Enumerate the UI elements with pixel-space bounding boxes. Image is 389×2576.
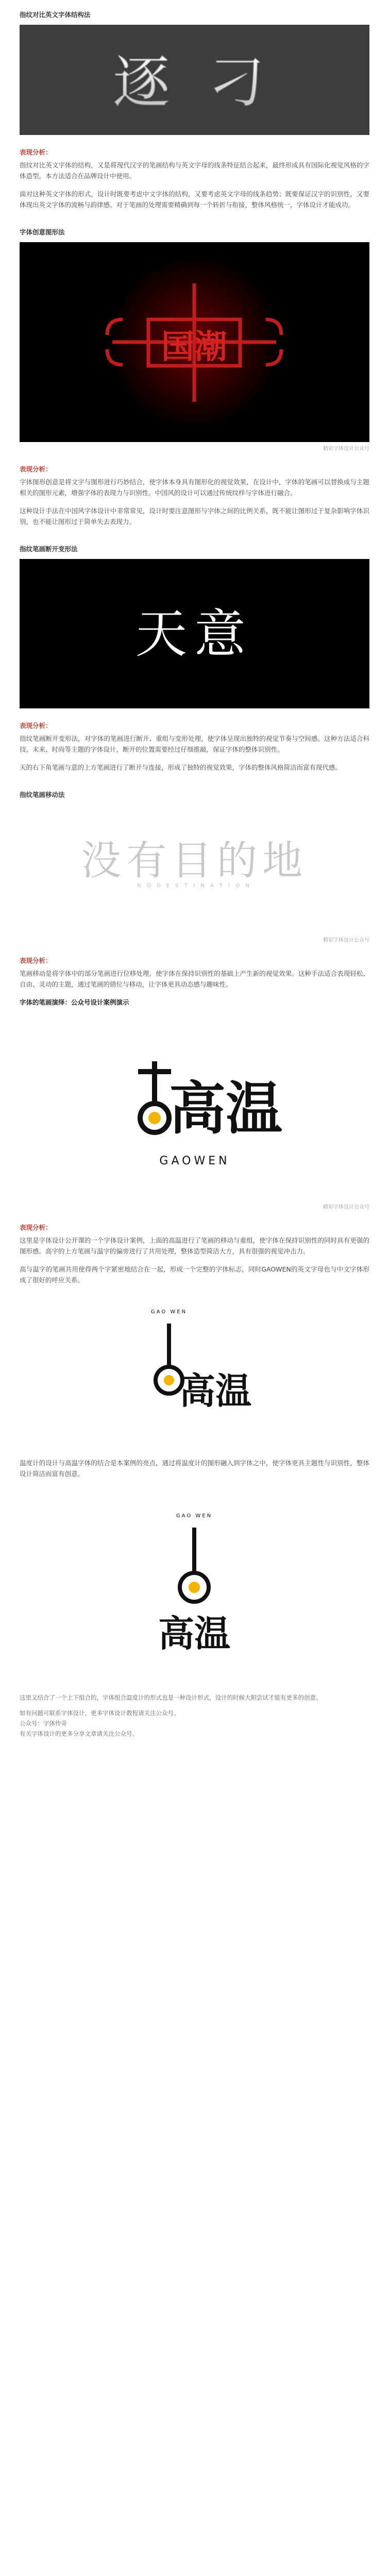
image-caption: 精彩字体设计公众号 [323,938,369,943]
image-caption: 精彩字体设计公众号 [323,1205,369,1210]
footer-line: 如有问题可联系字体设计，更多字体设计教程请关注公众号。 [20,1709,180,1717]
section-title: 指纹笔画断开变形法 [20,545,78,553]
footer-line: 这里又结合了一个上下组合的，字体组合温度计的形式也是一种设计形式，设计的时候大胆尝试才能有更多的创意。 [20,1694,322,1701]
analysis-label: 表现分析： [20,148,52,156]
thermo-bulb-icon [148,1112,161,1124]
paragraph: 天的右下角笔画与意的上方笔画进行了断开与连接，形成了独特的视觉效果，字体的整体风格简洁而富有现代感。 [20,764,342,771]
footer-line: 公众号：字体传奇 [20,1720,67,1727]
section-title: 字体创意图形法 [20,228,65,236]
hero-image-black [20,559,369,708]
logo-chars: 高温 [179,1370,251,1412]
hero-grey-text: 没有目的地 [80,838,308,884]
logo-chars: 高温 [169,1076,282,1142]
paragraph: 这里是字体设计公开课的一个字体设计案例，上面的高温进行了笔画的移动与重组，使字体在保持识别性的同时具有更强的图形感。高字的上方笔画与温字的偏旁进行了共用处理，整体造型简洁大方，具有很强的视觉冲击力。 [20,1236,369,1255]
paragraph: 字体图形创意是将文字与图形进行巧妙结合，使字体本身具有图形化的视觉效果，在设计中，字体的笔画可以替换成与主题相关的图形元素，增强字体的表现力与识别性。中国风的设计可以通过传统纹样与字体进行融合。 [20,478,369,497]
paragraph: 笔画移动是将字体中的部分笔画进行位移处理，使字体在保持识别性的基础上产生新的视觉效果。这种手法适合表现轻松、自由、灵动的主题，通过笔画的错位与移动，让字体更具动态感与趣味性。 [20,970,369,988]
hero-red-text: 国潮 [161,328,227,366]
section-title: 指纹笔画移动法 [20,791,65,799]
section-title: 指纹对比英文字体结构法 [20,11,91,19]
paragraph: 面对这种英文字体的形式，设计时既要考虑中文字体的结构，又要考虑英文字母的线条趋势；既要保证汉字的识别性，又要体现出英文字体的流畅与韵律感。对于笔画的处理需要精确到每一个转折与衔接，整体风格统一，字体设计才能成功。 [20,190,369,209]
thermo-bulb-icon [164,1375,174,1385]
footer-line: 有关字体设计的更多分享文章请关注公众号。 [20,1730,138,1737]
logo-english-small: GAO WEN [150,1309,188,1315]
footer [20,1692,369,1739]
bold-line [20,997,369,1008]
paragraph: 温度计的设计与高温字体的结合是本案例的亮点，通过将温度计的图形融入到字体之中，使字体更具主题性与识别性，整体设计简洁而富有创意。 [20,1459,369,1478]
hero-image-grey [20,25,369,135]
logo-english: GAOWEN [159,1155,230,1167]
paragraph: 指纹笔画断开变形法，对字体的笔画进行断开、重组与变形处理，使字体呈现出独特的视觉节奏与空间感。这种方法适合科技、未来、时尚等主题的字体设计，断开的位置需要经过仔细推敲，保证字体的整体识别性。 [20,735,369,753]
paragraph: 这种设计手法在中国风字体设计中非常常见，设计时要注意图形与字体之间的比例关系，既不能让图形过于复杂影响字体识别，也不能让图形过于简单失去表现力。 [20,507,369,526]
bold-text: 字体的笔画演绎：公众号设计案例演示 [20,998,129,1006]
analysis-label: 表现分析： [20,957,52,964]
logo-image-second [20,1293,369,1447]
analysis-label: 表现分析： [20,465,52,473]
hero-image-red [20,242,369,442]
hero-calligraphy-text: 逐 刁 [113,49,276,115]
logo-english-small: GAO WEN [176,1513,213,1519]
image-caption: 精彩字体设计公众号 [323,446,369,452]
hero-english-subtitle: N O D E S T I N A T I O N [137,883,251,889]
paragraph: 指纹对比英文字体的结构，又是将现代汉字的笔画结构与英文字母的线条特征结合起来，最终形成具有国际化视觉风格的字体造型。本方法适合在品牌设计中使用。 [20,161,369,180]
logo-image-main [20,1015,369,1200]
analysis-label: 表现分析： [20,722,52,730]
thermo-bulb-icon [189,1582,200,1593]
paragraph: 高与温字的笔画共用使得两个字紧密地结合在一起，形成一个完整的字体标志，同时GAOWEN的英文字母也与中文字体形成了很好的呼应关系。 [20,1265,369,1284]
hero-image-light [20,805,369,934]
logo-image-third [20,1486,369,1672]
logo-chars: 高温 [158,1613,230,1655]
analysis-label: 表现分析： [20,1224,52,1231]
hero-white-text: 天意 [136,604,253,664]
